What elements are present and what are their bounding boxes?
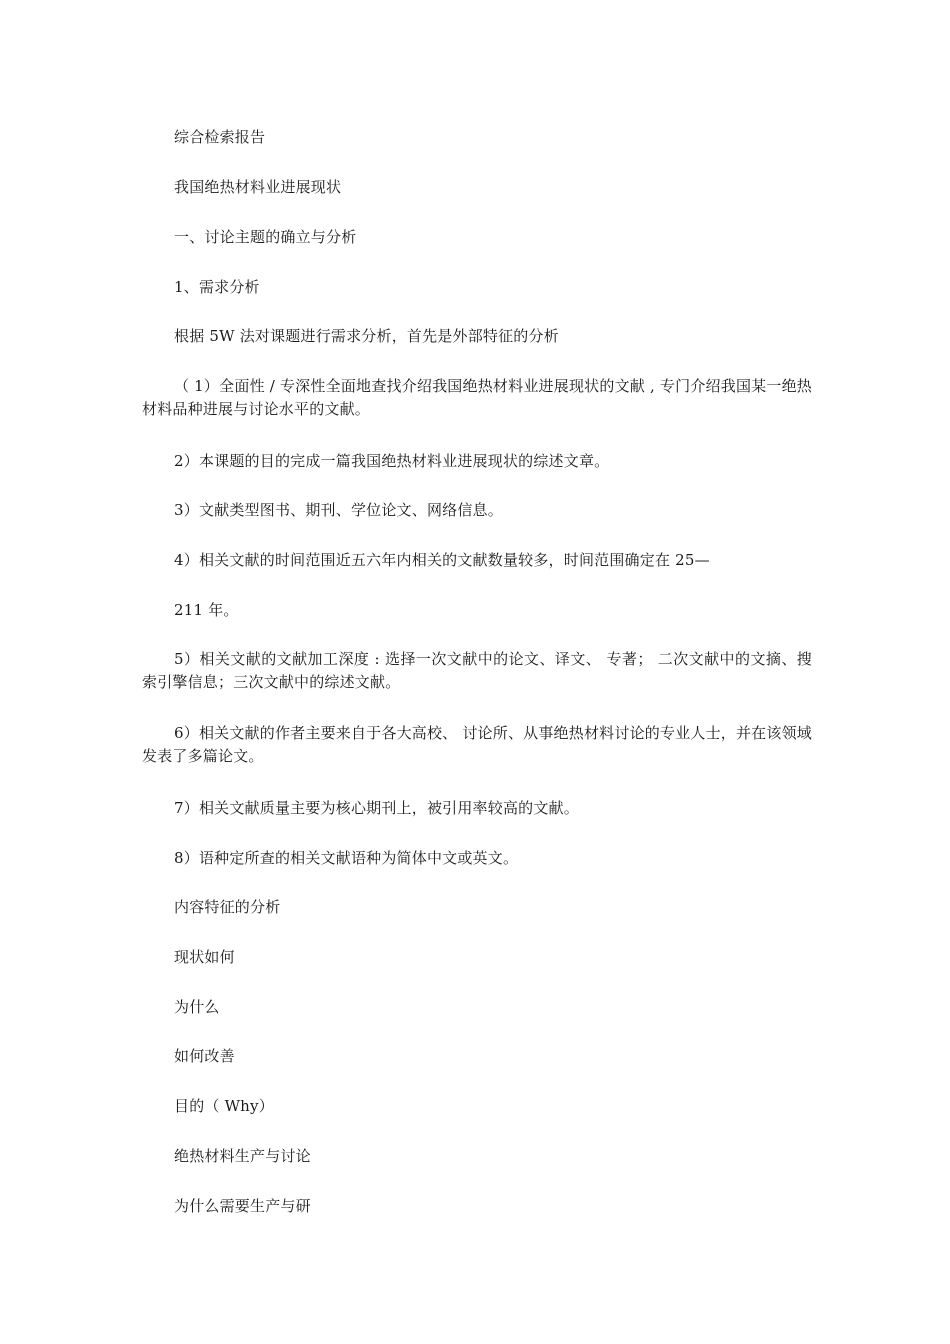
content-line: 如何改善: [174, 1047, 235, 1065]
list-item: 5）相关文献的文献加工深度 : 选择一次文献中的论文、译文、 专著； 二次文献中的文摘、搜索引擎信息；三次文献中的综述文献。: [142, 650, 812, 691]
list-item: 2）本课题的目的完成一篇我国绝热材料业进展现状的综述文章。: [174, 452, 610, 470]
intro-paragraph: 根据 5W 法对课题进行需求分析，首先是外部特征的分析: [174, 327, 559, 345]
list-item: 3）文献类型图书、期刊、学位论文、网络信息。: [174, 501, 503, 519]
list-item: 4）相关文献的时间范围近五六年内相关的文献数量较多，时间范围确定在 25—: [174, 551, 710, 569]
subsection-heading: 1、需求分析: [174, 278, 260, 296]
content-line: 绝热材料生产与讨论: [174, 1147, 311, 1165]
list-item: 7）相关文献质量主要为核心期刊上，被引用率较高的文献。: [174, 799, 579, 817]
document-title: 综合检索报告: [174, 128, 266, 146]
content-line: 为什么需要生产与研: [174, 1197, 311, 1215]
content-line: 为什么: [174, 998, 220, 1016]
content-line: 现状如何: [174, 948, 235, 966]
list-item: （ 1）全面性 / 专深性全面地查找介绍我国绝热材料业进展现状的文献 , 专门介绍我国某一绝热材料品种进展与讨论水平的文献。: [142, 377, 812, 418]
section-heading: 一、讨论主题的确立与分析: [174, 228, 357, 246]
list-item: 6）相关文献的作者主要来自于各大高校、 讨论所、从事绝热材料讨论的专业人士，并在该领域发表了多篇论文。: [142, 724, 812, 765]
list-item: 211 年。: [174, 601, 239, 619]
content-line: 目的（ Why）: [174, 1097, 274, 1115]
content-heading: 内容特征的分析: [174, 898, 281, 916]
list-item: 8）语种定所查的相关文献语种为简体中文或英文。: [174, 849, 519, 867]
document-subtitle: 我国绝热材料业进展现状: [174, 178, 342, 196]
